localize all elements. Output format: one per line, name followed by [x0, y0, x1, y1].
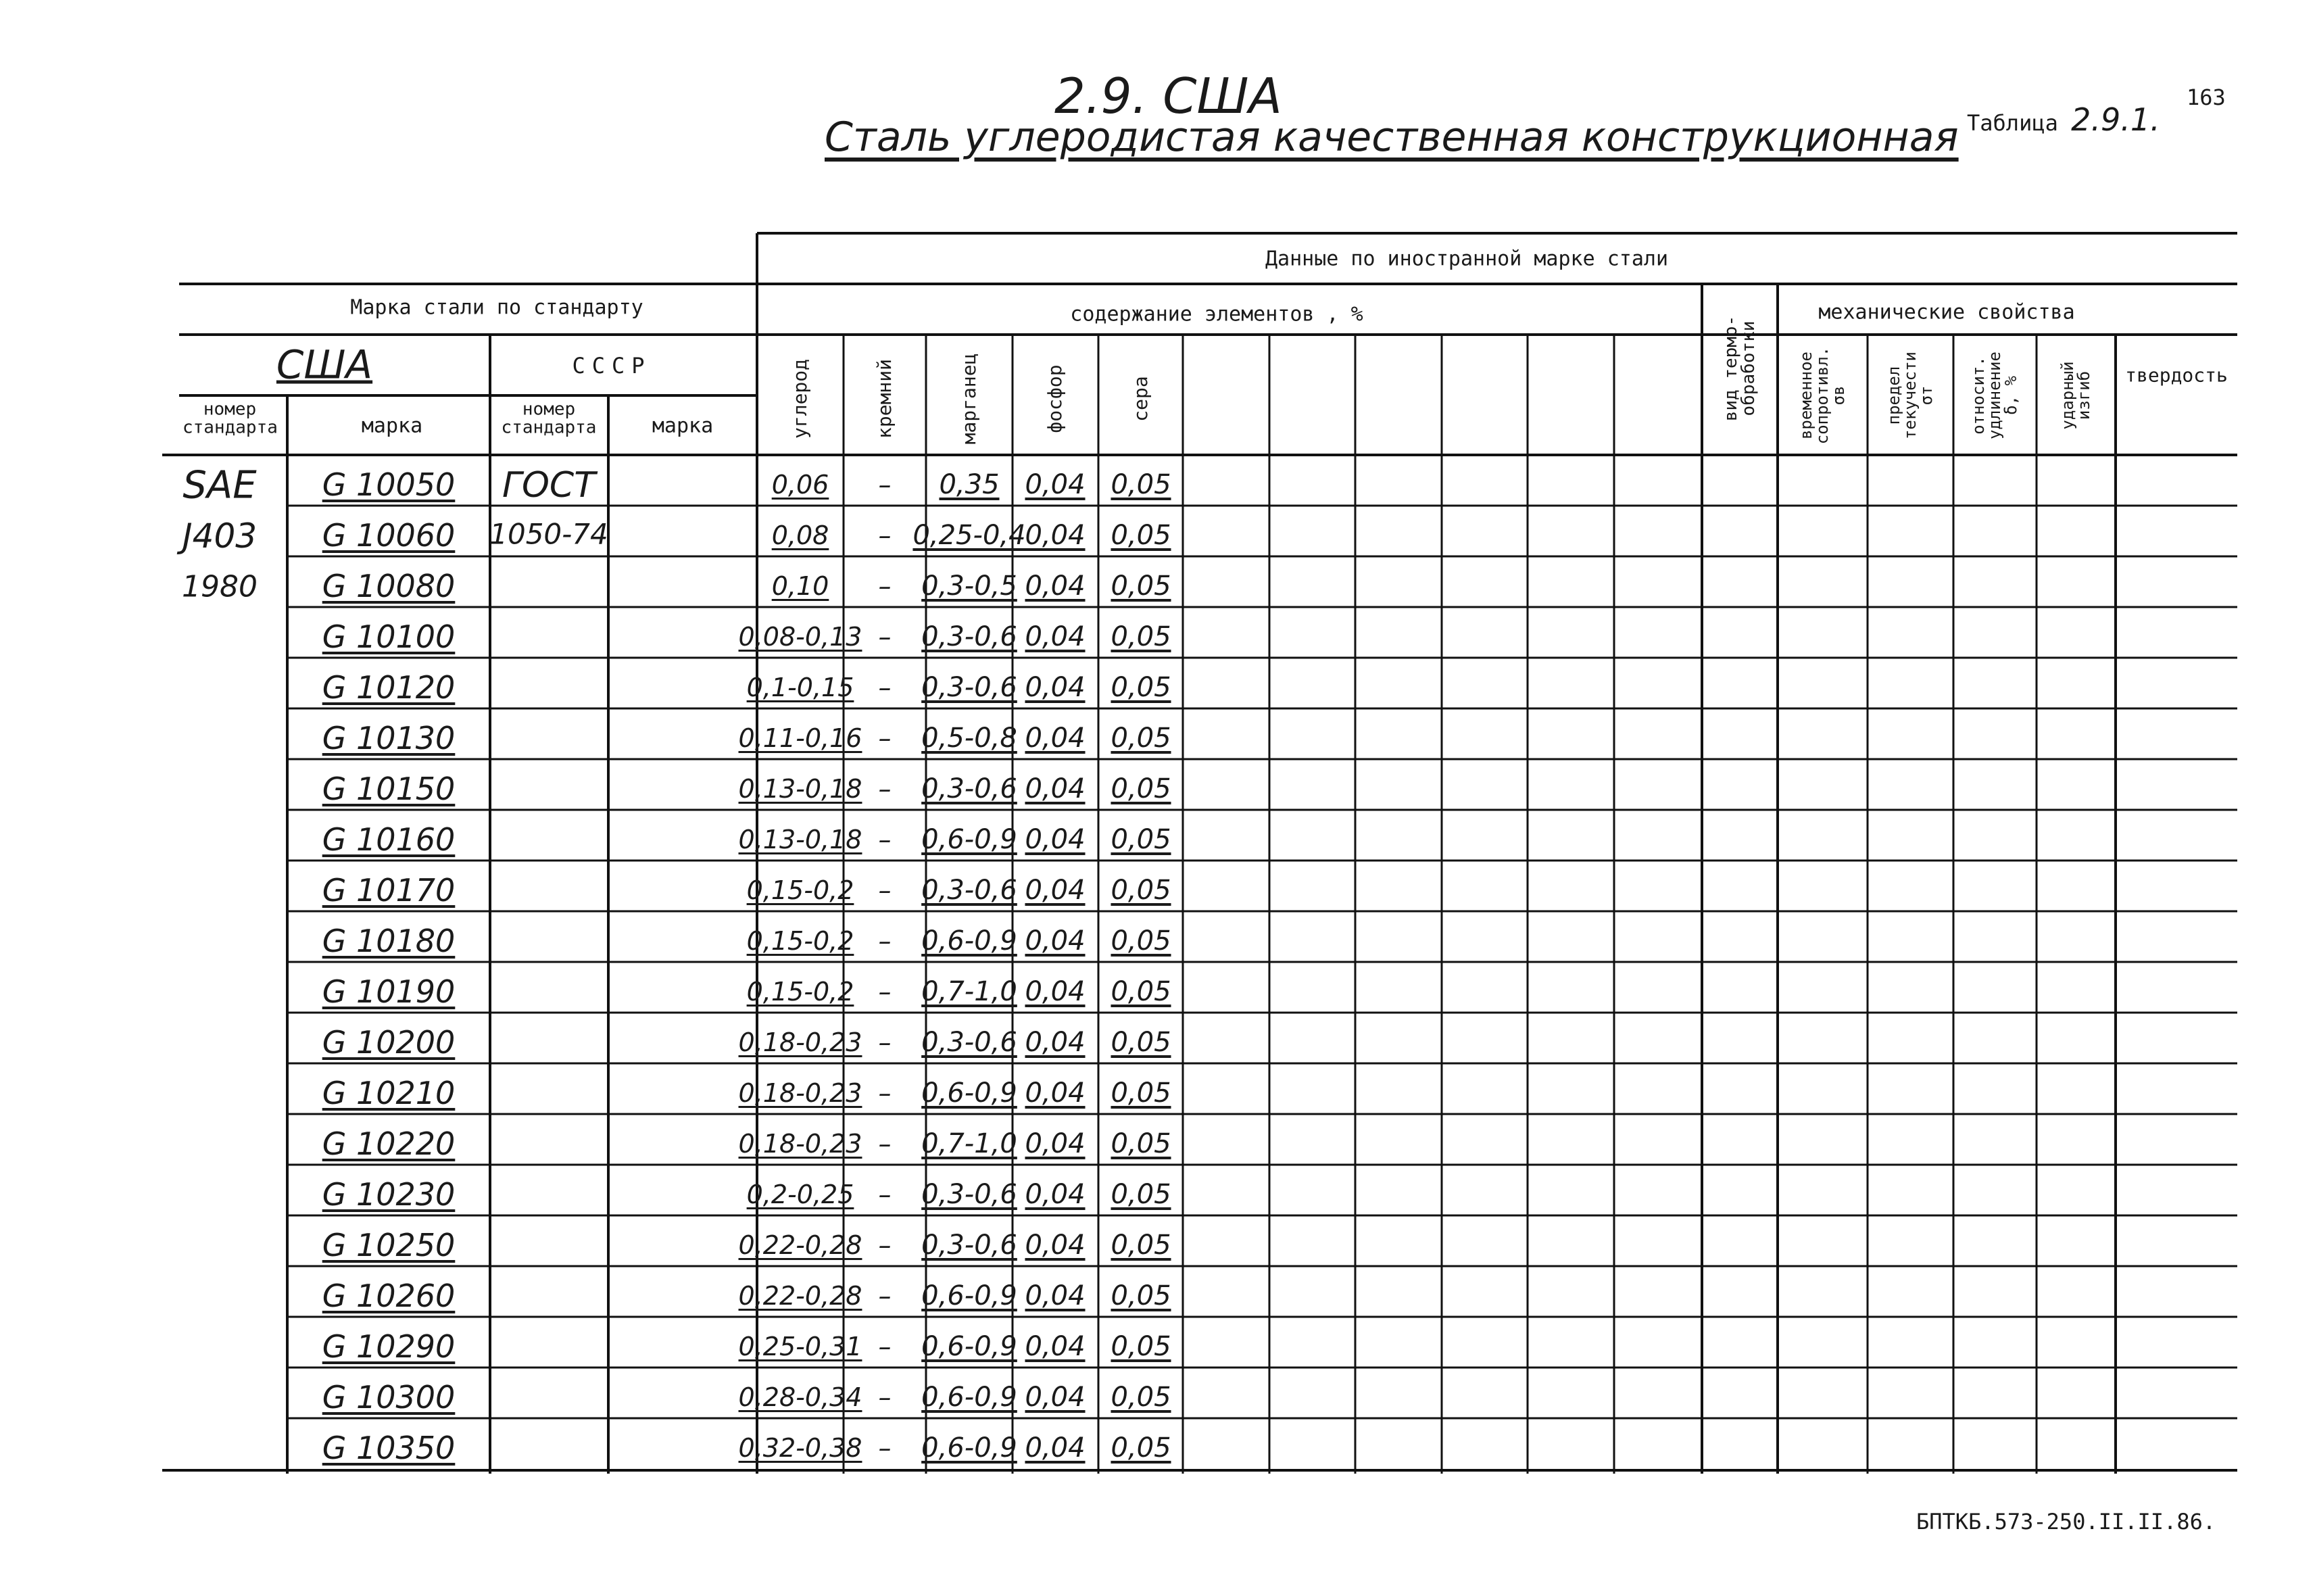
element-value-cell: – — [878, 723, 892, 753]
element-value-cell: 0,3-0,6 — [921, 1229, 1017, 1261]
element-value-cell: 0,15-0,2 — [746, 875, 854, 905]
element-value-cell: 0,04 — [1025, 1330, 1086, 1362]
grade-cell: G 10080 — [322, 567, 456, 604]
element-value-cell: 0,15-0,2 — [746, 976, 854, 1007]
grade-cell: G 10060 — [322, 516, 456, 554]
element-value-cell: 0,2-0,25 — [746, 1179, 854, 1209]
element-value-cell: – — [878, 976, 892, 1007]
element-value-cell: 0,05 — [1111, 1330, 1171, 1362]
element-value-cell: 0,6-0,9 — [921, 1330, 1017, 1362]
element-value-cell: – — [878, 1382, 892, 1412]
element-value-cell: – — [878, 1179, 892, 1209]
element-value-cell: 0,05 — [1111, 468, 1171, 500]
element-value-cell: 0,04 — [1025, 1229, 1086, 1261]
element-value-cell: 0,1-0,15 — [746, 672, 854, 702]
ussr-standard-name: ГОСТ — [502, 465, 595, 506]
element-value-cell: 0,7-1,0 — [921, 1128, 1017, 1159]
element-value-cell: – — [878, 1230, 892, 1260]
element-value-cell: – — [878, 925, 892, 956]
grade-cell: G 10260 — [322, 1277, 456, 1314]
document-code: БПТКБ.573-250.II.II.86. — [1916, 1509, 2216, 1534]
element-value-cell: 0,10 — [771, 571, 829, 601]
element-value-cell: 0,04 — [1025, 621, 1086, 652]
grade-cell: G 10290 — [322, 1328, 456, 1365]
usa-standard-year: 1980 — [182, 569, 258, 604]
element-value-cell: 0,05 — [1111, 1128, 1171, 1159]
element-value-cell: 0,18-0,23 — [738, 1027, 862, 1057]
grade-cell: G 10130 — [322, 719, 456, 756]
element-value-cell: – — [878, 520, 892, 550]
element-value-cell: – — [878, 875, 892, 905]
element-value-cell: 0,6-0,9 — [921, 1381, 1017, 1413]
element-value-cell: 0,6-0,9 — [921, 925, 1017, 957]
element-value-cell: 0,08 — [771, 520, 829, 550]
element-value-cell: 0,25-0,31 — [738, 1331, 862, 1361]
mechanical-header: относит. удлинение δ, % — [1969, 351, 2020, 440]
element-value-cell: 0,35 — [939, 468, 1000, 500]
element-value-cell: 0,04 — [1025, 671, 1086, 703]
element-value-cell: 0,05 — [1111, 1229, 1171, 1261]
usa-standard-name: SAE — [182, 463, 257, 508]
element-value-cell: 0,13-0,18 — [738, 824, 862, 854]
element-value-cell: 0,05 — [1111, 975, 1171, 1007]
element-value-cell: 0,15-0,2 — [746, 925, 854, 956]
grade-cell: G 10190 — [322, 973, 456, 1010]
element-value-cell: 0,04 — [1025, 722, 1086, 754]
header-usa-standard-number: номер стандарта — [182, 399, 278, 438]
element-value-cell: 0,08-0,13 — [738, 621, 862, 652]
grade-cell: G 10220 — [322, 1125, 456, 1162]
page-subtitle: Сталь углеродистая качественная конструкционная — [825, 114, 1959, 161]
element-value-cell: 0,6-0,9 — [921, 1280, 1017, 1311]
grade-cell: G 10150 — [322, 770, 456, 807]
element-value-cell: 0,04 — [1025, 468, 1086, 500]
element-value-cell: 0,04 — [1025, 1381, 1086, 1413]
page-number: 163 — [2187, 84, 2226, 110]
element-value-cell: 0,04 — [1025, 1077, 1086, 1109]
element-value-cell: 0,04 — [1025, 823, 1086, 855]
element-value-cell: 0,04 — [1025, 773, 1086, 804]
element-value-cell: 0,05 — [1111, 519, 1171, 551]
element-value-cell: 0,18-0,23 — [738, 1128, 862, 1159]
element-value-cell: 0,28-0,34 — [738, 1382, 862, 1412]
element-value-cell: – — [878, 1280, 892, 1311]
element-value-cell: 0,32-0,38 — [738, 1432, 862, 1463]
element-value-cell: 0,3-0,6 — [921, 773, 1017, 804]
grade-cell: G 10350 — [322, 1429, 456, 1466]
header-grade-by-standard: Марка стали по стандарту — [350, 295, 643, 320]
element-value-cell: 0,05 — [1111, 1280, 1171, 1311]
grade-cell: G 10160 — [322, 821, 456, 858]
element-header: кремний — [873, 358, 896, 439]
header-usa-grade: марка — [361, 414, 423, 438]
element-value-cell: – — [878, 773, 892, 804]
element-value-cell: 0,05 — [1111, 1432, 1171, 1464]
element-value-cell: 0,04 — [1025, 874, 1086, 906]
element-value-cell: 0,6-0,9 — [921, 1077, 1017, 1109]
element-value-cell: 0,18-0,23 — [738, 1078, 862, 1108]
mechanical-header: временное сопротивл. σв — [1797, 346, 1848, 445]
header-hardness: твердость — [2125, 364, 2228, 387]
element-value-cell: 0,13-0,18 — [738, 773, 862, 804]
element-value-cell: 0,3-0,5 — [921, 570, 1017, 602]
element-value-cell: 0,05 — [1111, 874, 1171, 906]
mechanical-header: ударный изгиб — [2058, 361, 2093, 430]
grade-cell: G 10230 — [322, 1176, 456, 1213]
element-value-cell: – — [878, 621, 892, 652]
grade-cell: G 10050 — [322, 466, 456, 503]
header-element-content: содержание элементов , % — [1070, 302, 1363, 327]
element-value-cell: – — [878, 1432, 892, 1463]
element-value-cell: 0,05 — [1111, 1026, 1171, 1058]
grade-cell: G 10300 — [322, 1378, 456, 1416]
element-value-cell: – — [878, 672, 892, 702]
header-foreign-data: Данные по иностранной марке стали — [1265, 247, 1669, 271]
element-value-cell: 0,3-0,6 — [921, 874, 1017, 906]
header-heat-treatment: вид термо- обработки — [1721, 315, 1759, 422]
element-value-cell: 0,05 — [1111, 570, 1171, 602]
element-value-cell: 0,04 — [1025, 925, 1086, 957]
element-value-cell: 0,05 — [1111, 823, 1171, 855]
element-value-cell: – — [878, 1331, 892, 1361]
element-value-cell: – — [878, 571, 892, 601]
element-value-cell: 0,3-0,6 — [921, 671, 1017, 703]
usa-standard-code: J403 — [182, 516, 258, 556]
element-value-cell: – — [878, 1078, 892, 1108]
element-value-cell: 0,04 — [1025, 1178, 1086, 1210]
grade-cell: G 10120 — [322, 669, 456, 706]
element-value-cell: 0,04 — [1025, 975, 1086, 1007]
element-value-cell: 0,22-0,28 — [738, 1230, 862, 1260]
grade-cell: G 10100 — [322, 618, 456, 655]
element-value-cell: 0,04 — [1025, 1026, 1086, 1058]
element-value-cell: 0,05 — [1111, 621, 1171, 652]
element-value-cell: 0,06 — [771, 469, 829, 500]
element-value-cell: – — [878, 469, 892, 500]
element-value-cell: 0,04 — [1025, 570, 1086, 602]
header-ussr-grade: марка — [652, 414, 714, 438]
element-value-cell: 0,05 — [1111, 1077, 1171, 1109]
element-value-cell: 0,5-0,8 — [921, 722, 1017, 754]
element-header: сера — [1129, 376, 1152, 422]
mechanical-header: предел текучести σт — [1884, 351, 1936, 440]
element-value-cell: 0,05 — [1111, 1178, 1171, 1210]
element-value-cell: 0,05 — [1111, 671, 1171, 703]
element-value-cell: 0,05 — [1111, 1381, 1171, 1413]
element-value-cell: 0,25-0,4 — [912, 519, 1026, 551]
grade-cell: G 10200 — [322, 1023, 456, 1061]
table-number-label: Таблица — [1967, 110, 2058, 136]
element-value-cell: 0,05 — [1111, 722, 1171, 754]
element-value-cell: 0,04 — [1025, 1280, 1086, 1311]
element-value-cell: 0,04 — [1025, 1432, 1086, 1464]
element-value-cell: 0,6-0,9 — [921, 1432, 1017, 1464]
element-value-cell: 0,7-1,0 — [921, 975, 1017, 1007]
element-value-cell: 0,22-0,28 — [738, 1280, 862, 1311]
element-header: марганец — [958, 353, 980, 445]
element-value-cell: 0,6-0,9 — [921, 823, 1017, 855]
element-value-cell: – — [878, 824, 892, 854]
grade-cell: G 10250 — [322, 1226, 456, 1263]
element-value-cell: 0,04 — [1025, 1128, 1086, 1159]
header-usa: США — [276, 341, 373, 388]
grade-cell: G 10180 — [322, 922, 456, 959]
element-value-cell: 0,05 — [1111, 925, 1171, 957]
element-value-cell: 0,3-0,6 — [921, 621, 1017, 652]
element-value-cell: 0,04 — [1025, 519, 1086, 551]
page-title: 2.9. США — [1054, 68, 1282, 124]
header-mechanical: механические свойства — [1818, 300, 2075, 324]
table-number-value: 2.9.1. — [2071, 101, 2160, 138]
element-value-cell: – — [878, 1027, 892, 1057]
header-ussr: СССР — [572, 353, 652, 379]
header-ussr-standard-number: номер стандарта — [501, 399, 597, 438]
element-header: фосфор — [1044, 364, 1066, 433]
element-header: углерод — [789, 358, 811, 439]
element-value-cell: 0,05 — [1111, 773, 1171, 804]
element-value-cell: 0,3-0,6 — [921, 1026, 1017, 1058]
element-value-cell: – — [878, 1128, 892, 1159]
element-value-cell: 0,11-0,16 — [738, 723, 862, 753]
ussr-standard-code: 1050-74 — [489, 517, 608, 551]
element-value-cell: 0,3-0,6 — [921, 1178, 1017, 1210]
grade-cell: G 10170 — [322, 871, 456, 909]
grade-cell: G 10210 — [322, 1074, 456, 1111]
